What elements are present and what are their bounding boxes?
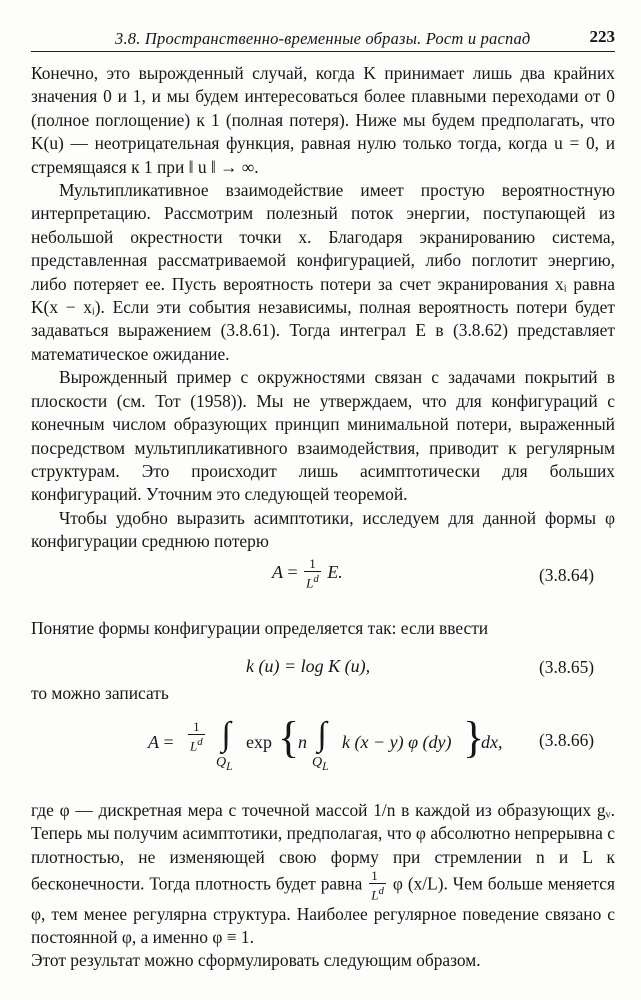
section-title: 3.8. Пространственно-временные образы. Рост и распад [115, 29, 531, 48]
equation-number-65: (3.8.65) [539, 657, 595, 677]
paragraph-4: Чтобы удобно выразить асимптотики, исследуем для данной формы φ конфигурации среднюю потерю [31, 507, 615, 552]
paragraph-6: то можно записать [31, 683, 169, 703]
eq64-numerator: 1 [304, 557, 321, 572]
running-header [31, 27, 615, 51]
eq66-exp: exp [246, 732, 272, 752]
outer-integral-sign: ∫ $Q_L$ [216, 716, 233, 773]
inline-fraction: $\frac{1}{L^d}$ [371, 868, 384, 903]
paragraph-1: Конечно, это вырожденный случай, когда K принимает лишь два крайних значения 0 и 1, и мы будем интересоваться более плавными переходами от 0 (полное поглощение) к 1 (полная потеря). Ниже мы будем предполагать, что K(u) — неотрицательная функция, равная нулю только тогда, когда u = 0, и стремящаяся к 1 при ‖ u ‖ → ∞. [31, 63, 615, 177]
paragraph-5-block [31, 617, 615, 640]
equation-number-64: (3.8.64) [539, 565, 595, 585]
eq64-lhs: A [272, 561, 283, 582]
inner-integral-sign: ∫ $Q_L$ [312, 716, 329, 773]
paragraph-7: где φ — дискретная мера с точечной массой 1/n в каждой из образующих gᵥ. Теперь мы получим асимптотики, предполагая, что φ абсолютно непрерывна с плотностью, не изменяющей свою форму при стремлении n и L к бесконечности. Тогда плотность будет равна $\frac{1}{L^d}$ φ (x/L). Чем больше меняется φ, тем менее регулярна структура. Наиболее регулярное поведение связано с постоянной φ, а именно φ ≡ 1. [31, 800, 615, 947]
eq66-fraction: $\frac{1}{L^d}$ [190, 719, 203, 754]
eq64-fraction [304, 557, 321, 590]
paragraph-2: Мультипликативное взаимодействие имеет простую вероятностную интерпретацию. Рассмотрим полезный поток энергии, поступающей из небольшой окрестности точки x. Благодаря экранированию система, представленная рассматриваемой конфигурацией, либо поглотит энергию, либо потеряет ее. Пусть вероятность потери за счет экранирования xᵢ равна K(x − xᵢ). Если эти события независимы, полная вероятность потери будет задаваться выражением (3.8.61). Тогда интеграл E в (3.8.62) представляет математическое ожидание. [31, 180, 615, 364]
paragraph-8: Этот результат можно сформулировать следующим образом. [31, 950, 481, 971]
eq66-integrand: k (x − y) φ (dy) [342, 732, 452, 752]
paragraph-6-block [31, 682, 615, 705]
paragraph-7-block [31, 799, 615, 973]
eq64-rhs: E. [327, 561, 343, 582]
paragraph-3: Вырожденный пример с окружностями связан с задачами покрытий в плоскости (см. Тот (1958)). Мы не утверждаем, что для конфигураций с конечным числом образующих принцип минимальной потери, выраженный посредством мультипликативного взаимодействия, приводит к регулярным структурам. Это происходит лишь асимптотически для больших конфигураций. Уточним это следующей теоремой. [31, 367, 615, 505]
page-number: 223 [589, 27, 615, 46]
body-text [31, 62, 615, 554]
equation-number-66: (3.8.66) [539, 730, 595, 750]
eq64-denominator: $L^d$ [306, 573, 319, 591]
equation-3-8-65: k (u) = log K (u), [246, 656, 371, 676]
equation-3-8-66: A = $\frac{1}{L^d}$ ∫ $Q_L$ exp { n ∫ $Q_L$ k (x − y) φ (dy) } dx, [148, 713, 503, 773]
paragraph-5: Понятие формы конфигурации определяется так: если ввести [31, 618, 489, 638]
equation-3-8-64: A = $\frac{1}{L^d}$ E. [272, 556, 343, 591]
header-rule [31, 51, 615, 52]
eq66-n: n [298, 732, 307, 752]
eq66-tail: dx, [481, 732, 503, 752]
